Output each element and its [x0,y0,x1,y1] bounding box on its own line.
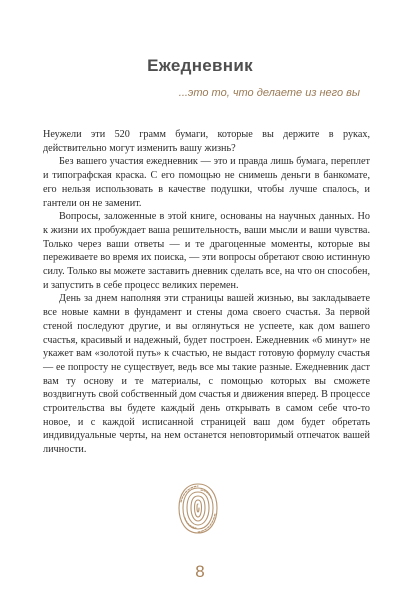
page-subtitle: ...это то, что делаете из него вы [178,87,360,99]
paragraph-2: Без вашего участия ежедневник — это и правда лишь бумага, переплет и типографская краска. С его помощью не снимешь деньги в банкомате, его нельзя использовать в качестве подушки, чтобы лучше спалось, и гантели он не заменит. [43,156,370,209]
fingerprint-icon [174,478,222,538]
page-title: Ежедневник [147,56,253,75]
paragraph-3: Вопросы, заложенные в этой книге, основаны на научных данных. Но к жизни их пробуждает ваша решительность, ваши мысли и ваши чувства. Только через ваши ответы — и те драгоценные моменты, которые вы переживаете во время их поиска, — эти вопросы обретают свою истинную силу. Только вы можете заставить дневник сделать все, на что он способен, и запустить в себе процесс великих перемен. [43,211,370,291]
paragraph-4: День за днем наполняя эти страницы вашей жизнью, вы закладываете все новые камни в фундамент и стены дома своего счастья. За первой стеной последуют другие, и вы оглянуться не успеете, как дом вашего счастья, красивый и надежный, будет построен. Ежедневник «6 минут» не укажет вам «золотой путь» к счастью, не выдаст готовую формулу счастья — ее попросту не существует, ведь все мы такие разные. Ежедневник даст вам ту основу и те материалы, с помощью которых вы сможете воздвигнуть свой собственный дом счастья и движения вперед. В процессе строительства вы будете каждый день открывать в самом себе что-то новое, и с каждой исписанной страницей ваш дом будет обретать индивидуальные черты, на нем останется неповторимый отпечаток вашей личности. [43,293,370,456]
page-number: 8 [195,562,205,581]
paragraph-1: Неужели эти 520 грамм бумаги, которые вы держите в руках, действительно могут изменить вашу жизнь? [43,129,370,154]
body-text [43,128,370,457]
